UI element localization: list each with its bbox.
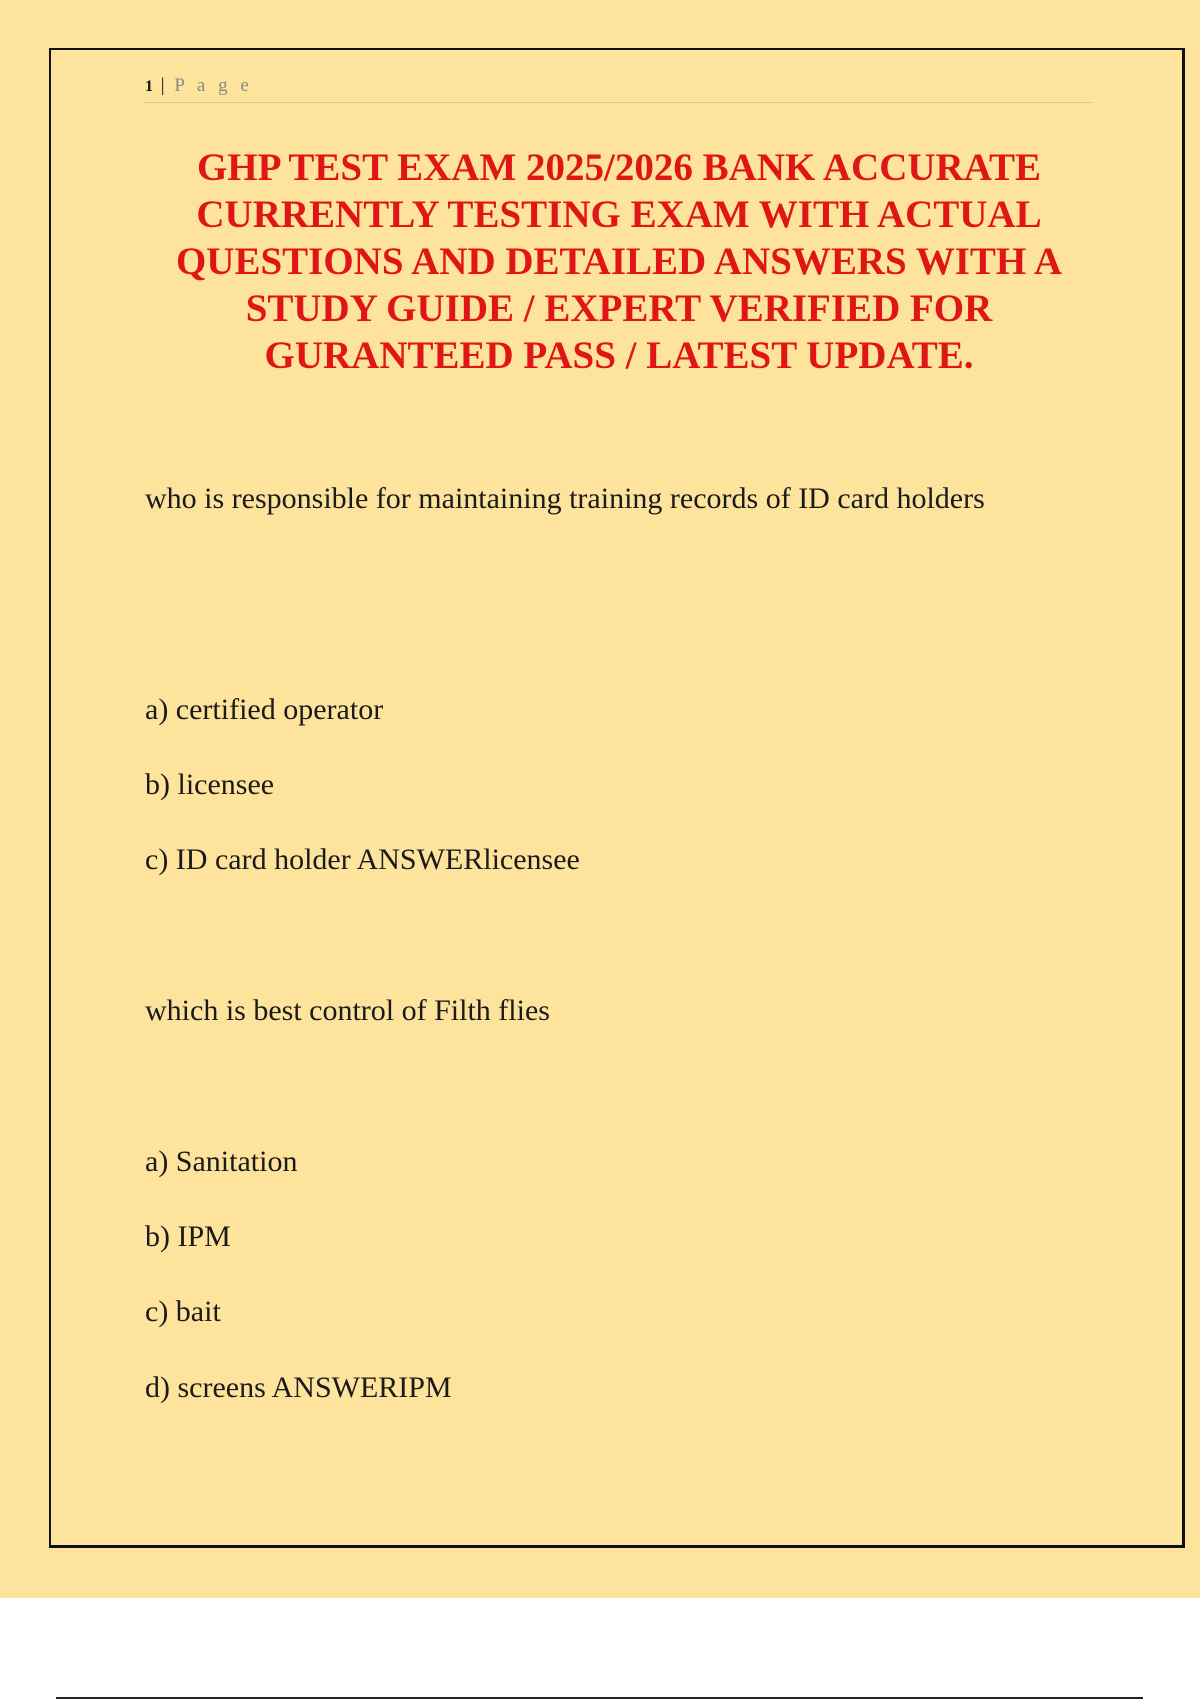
question-text: who is responsible for maintaining training records of ID card holders	[145, 482, 985, 515]
answer-option: b) licensee	[145, 768, 275, 801]
divider-line	[56, 1697, 1143, 1699]
answer-option: c) bait	[145, 1295, 221, 1328]
answer-option: b) IPM	[145, 1220, 231, 1253]
question-text: which is best control of Filth flies	[145, 994, 550, 1027]
document-title: GHP TEST EXAM 2025/2026 BANK ACCURATE CURRENTLY TESTING EXAM WITH ACTUAL QUESTIONS AND DETAILED ANSWERS WITH A STUDY GUIDE / EXPERT VERIFIED FOR GURANTEED PASS / LATEST UPDATE.	[175, 146, 1063, 377]
answer-option-with-answer: d) screens ANSWERIPM	[145, 1371, 452, 1404]
page-label: P a g e	[174, 75, 253, 96]
answer-option: a) certified operator	[145, 693, 384, 726]
answer-option-with-answer: c) ID card holder ANSWERlicensee	[145, 843, 580, 876]
page-header-separator: |	[160, 75, 165, 96]
answer-option: a) Sanitation	[145, 1145, 298, 1178]
page-number: 1	[145, 78, 153, 95]
page-header	[145, 72, 1093, 103]
